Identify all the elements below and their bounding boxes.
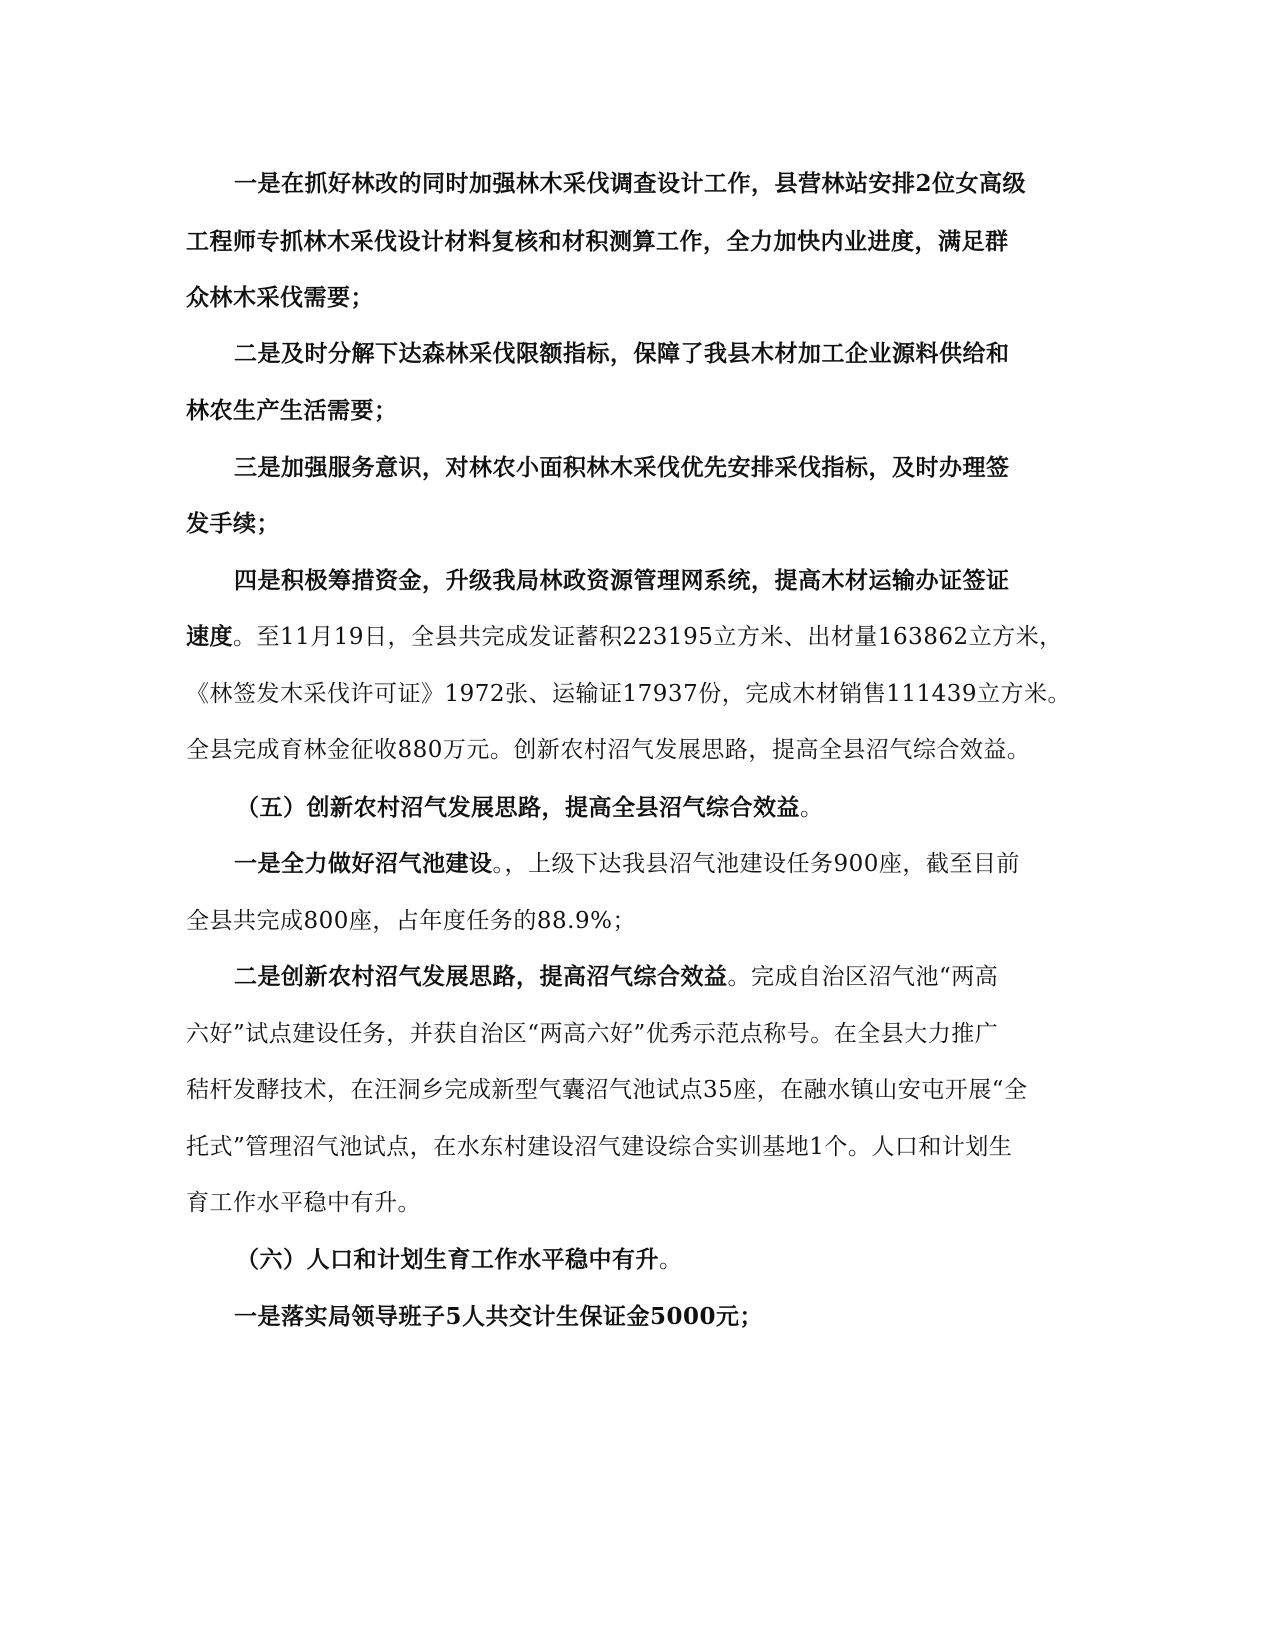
p2-line-2: 林农生产生活需要； [186,397,398,424]
p7-line-1: 一是落实局领导班子5人共交计生保证金5000元； [234,1303,764,1330]
p4-line-3: 《林签发木采伐许可证》1972张、运输证17937份，完成木材销售111439立方米。 [186,681,1071,707]
p1-line-2: 工程师专抓林木采伐设计材料复核和材积测算工作，全力加快内业进度，满足群 [186,228,1009,255]
p6-line-1-rest: 。完成自治区沼气池“两高 [727,964,999,990]
p5-line-1-bold: 一是全力做好沼气池建设 [234,850,493,877]
p6-line-4: 托式”管理沼气池试点，在水东村建设沼气建设综合实训基地1个。人口和计划生 [186,1134,1013,1160]
p2-line-1: 二是及时分解下达森林采伐限额指标，保障了我县木材加工企业源料供给和 [234,340,1010,367]
p4-line-2-rest: 。至11月19日，全县共完成发证蓄积223195立方米、出材量163862立方米， [233,624,1063,650]
p3-line-2: 发手续； [186,510,280,537]
p1-line-3: 众林木采伐需要； [186,284,374,311]
heading-5 [236,793,1136,823]
p4-line-2 [186,622,1086,652]
p1-line-1: 一是在抓好林改的同时加强林木采伐调查设计工作，县营林站安排2位女高级 [234,170,1027,197]
p4-line-1: 四是积极筹措资金，升级我局林政资源管理网系统，提高木材运输办证签证 [234,567,1010,594]
heading-6-bold: （六）人口和计划生育工作水平稳中有升 [236,1246,659,1273]
p4-line-2-bold: 速度 [186,623,233,650]
p6-line-1-bold: 二是创新农村沼气发展思路，提高沼气综合效益 [234,963,728,990]
p6-line-1 [234,962,1134,992]
p5-line-1 [234,849,1134,879]
heading-6-tail: 。 [659,1247,683,1273]
p6-line-5: 育工作水平稳中有升。 [186,1190,421,1216]
p3-line-1: 三是加强服务意识，对林农小面积林木采伐优先安排采伐指标，及时办理签 [234,454,1010,481]
p6-line-3: 秸杆发酵技术，在汪洞乡完成新型气囊沼气池试点35座，在融水镇山安屯开展“全 [186,1077,1028,1103]
p5-line-1-rest: 。，上级下达我县沼气池建设任务900座，截至目前 [492,851,1020,877]
heading-5-tail: 。 [800,795,824,821]
p5-line-2: 全县共完成800座，占年度任务的88.9%； [186,908,636,934]
heading-5-bold: （五）创新农村沼气发展思路，提高全县沼气综合效益 [236,794,800,821]
p4-line-4: 全县完成育林金征收880万元。创新农村沼气发展思路，提高全县沼气综合效益。 [186,737,1031,763]
heading-6 [236,1245,1136,1275]
p6-line-2: 六好”试点建设任务，并获自治区“两高六好”优秀示范点称号。在全县大力推广 [186,1021,999,1047]
